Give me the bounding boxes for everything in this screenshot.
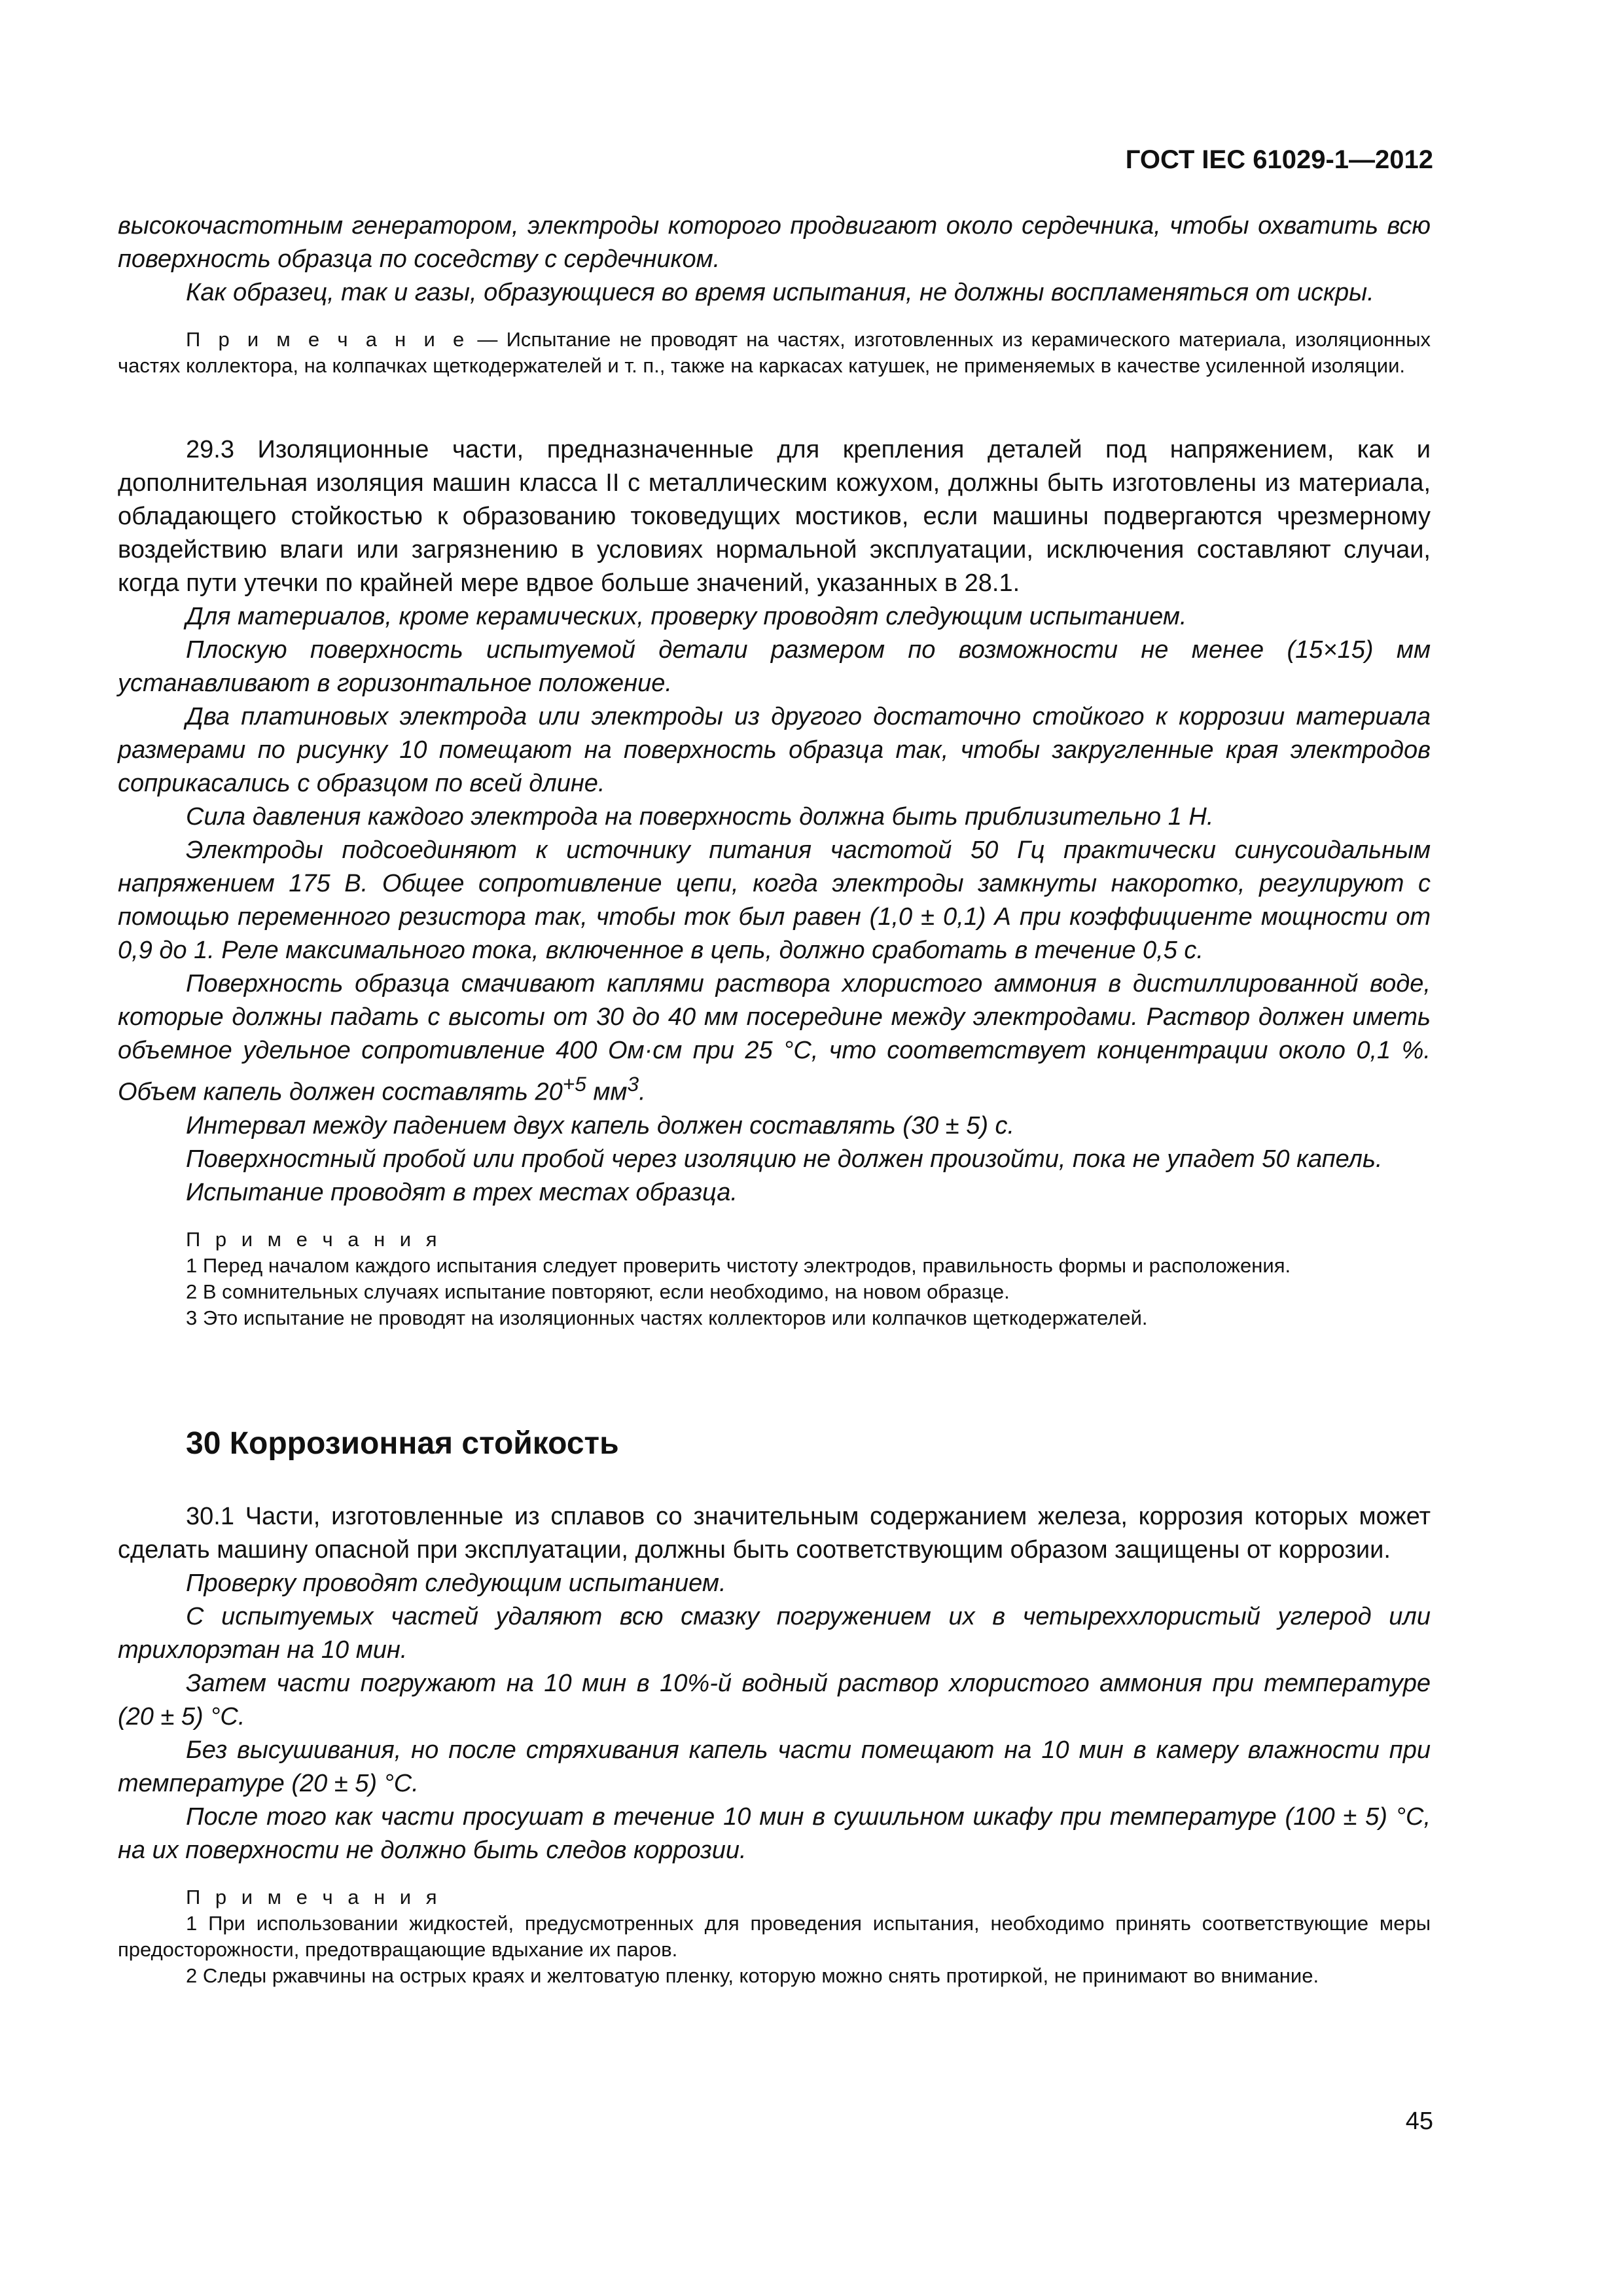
notes-label: П р и м е ч а н и я — [186, 1227, 442, 1251]
paragraph: Испытание проводят в трех местах образца. — [186, 1178, 738, 1206]
text-run: мм — [586, 1078, 628, 1106]
paragraph: Два платиновых электрода или электроды из другого достаточно стойкого к коррозии материала размерами по рисунку 10 помещают на поверхность образца так, чтобы закругленные края электродов соприкасались с образцом по всей длине. — [118, 703, 1431, 797]
paragraph: Электроды подсоединяют к источнику питания частотой 50 Гц практически синусоидальным напряжением 175 В. Общее сопротивление цепи, когда электроды замкнуты накоротко, регулируют с помощью переменного резистора так, чтобы ток был равен (1,0 ± 0,1) А при коэффициенте мощности от 0,9 до 1. Реле максимального тока, включенное в цепь, должно сработать в течение 0,5 с. — [118, 836, 1431, 964]
clause-29-3: 29.3 Изоляционные части, предназначенные для крепления деталей под напряжением, как и дополнительная изоляция машин класса II с металлическим кожухом, должны быть изготовлены из материала, обладающего стойкостью к образованию токоведущих мостиков, если машины подвергаются чрезмерному воздействию влаги или загрязнению в условиях нормальной эксплуатации, исключения составляют случаи, когда пути утечки по крайней мере вдвое больше значений, указанных в 28.1. — [118, 436, 1431, 597]
paragraph: Поверхностный пробой или пробой через изоляцию не должен произойти, пока не упадет 50 капель. — [186, 1145, 1383, 1173]
superscript: +5 — [562, 1072, 586, 1096]
note-item: 2 Следы ржавчины на острых краях и желтоватую пленку, которую можно снять протиркой, не принимают во внимание. — [186, 1964, 1319, 1987]
paragraph: Без высушивания, но после стряхивания капель части помещают на 10 мин в камеру влажности при температуре (20 ± 5) °С. — [118, 1736, 1431, 1797]
paragraph: Для материалов, кроме керамических, проверку проводят следующим испытанием. — [186, 603, 1187, 630]
clause-30-1: 30.1 Части, изготовленные из сплавов со значительным содержанием железа, коррозия которых может сделать машину опасной при эксплуатации, должны быть соответствующим образом защищены от коррозии. — [118, 1503, 1431, 1564]
note — [118, 327, 1431, 379]
section-30 — [118, 1426, 1431, 1462]
paragraph: высокочастотным генератором, электроды которого продвигают около сердечника, чтобы охватить всю поверхность образца по соседству с сердечником. — [118, 212, 1431, 273]
paragraph — [118, 967, 1431, 1109]
note-item: 1 Перед началом каждого испытания следует проверить чистоту электродов, правильность формы и расположения. — [186, 1253, 1291, 1277]
notes — [118, 1227, 1431, 1331]
section-30-body — [118, 1500, 1431, 1989]
note-label: П р и м е ч а н и е — [186, 328, 469, 351]
notes — [118, 1884, 1431, 1989]
paragraph: Сила давления каждого электрода на поверхность должна быть приблизительно 1 Н. — [186, 803, 1214, 831]
paragraph: С испытуемых частей удаляют всю смазку погружением их в четыреххлористый углерод или трихлорэтан на 10 мин. — [118, 1603, 1431, 1664]
paragraph: Проверку проводят следующим испытанием. — [186, 1570, 726, 1597]
document-header: ГОСТ IEC 61029-1—2012 — [1125, 145, 1433, 174]
section-heading: 30 Коррозионная стойкость — [186, 1426, 619, 1461]
note-item: 3 Это испытание не проводят на изоляционных частях коллекторов или колпачков щеткодержателей. — [186, 1306, 1148, 1329]
superscript: 3 — [627, 1072, 639, 1096]
paragraph: Плоскую поверхность испытуемой детали размером по возможности не менее (15×15) мм устанавливают в горизонтальное положение. — [118, 636, 1431, 697]
top-block — [118, 209, 1431, 379]
paragraph: После того как части просушат в течение 10 мин в сушильном шкафу при температуре (100 ± 5) °С, на их поверхности не должно быть следов коррозии. — [118, 1803, 1431, 1864]
note-item: 1 При использовании жидкостей, предусмотренных для проведения испытания, необходимо принять соответствующие меры предосторожности, предотвращающие вдыхание их паров. — [118, 1912, 1431, 1961]
page-number: 45 — [1405, 2108, 1433, 2135]
text-run: Поверхность образца смачивают каплями раствора хлористого аммония в дистиллированной воде, которые должны падать с высоты от 30 до 40 мм посередине между электродами. Раствор должен иметь объемное удельное сопротивление 400 Ом·см при 25 °С, что соответствует концентрации около 0,1 %. Объем капель должен составлять 20 — [118, 970, 1431, 1106]
paragraph: Интервал между падением двух капель должен составлять (30 ± 5) с. — [186, 1111, 1015, 1139]
paragraph: Как образец, так и газы, образующиеся во время испытания, не должны воспламеняться от искры. — [186, 279, 1374, 306]
section-29-3 — [118, 433, 1431, 1331]
paragraph: Затем части погружают на 10 мин в 10%-й водный раствор хлористого аммония при температуре (20 ± 5) °С. — [118, 1670, 1431, 1731]
notes-label: П р и м е ч а н и я — [186, 1886, 442, 1909]
text-run: . — [639, 1078, 646, 1106]
note-item: 2 В сомнительных случаях испытание повторяют, если необходимо, на новом образце. — [186, 1280, 1010, 1303]
note-text: — Испытание не проводят на частях, изготовленных из керамического материала, изоляционных частях коллектора, на колпачках щеткодержателей и т. п., также на каркасах катушек, не применяемых в качестве усиленной изоляции. — [118, 328, 1431, 377]
